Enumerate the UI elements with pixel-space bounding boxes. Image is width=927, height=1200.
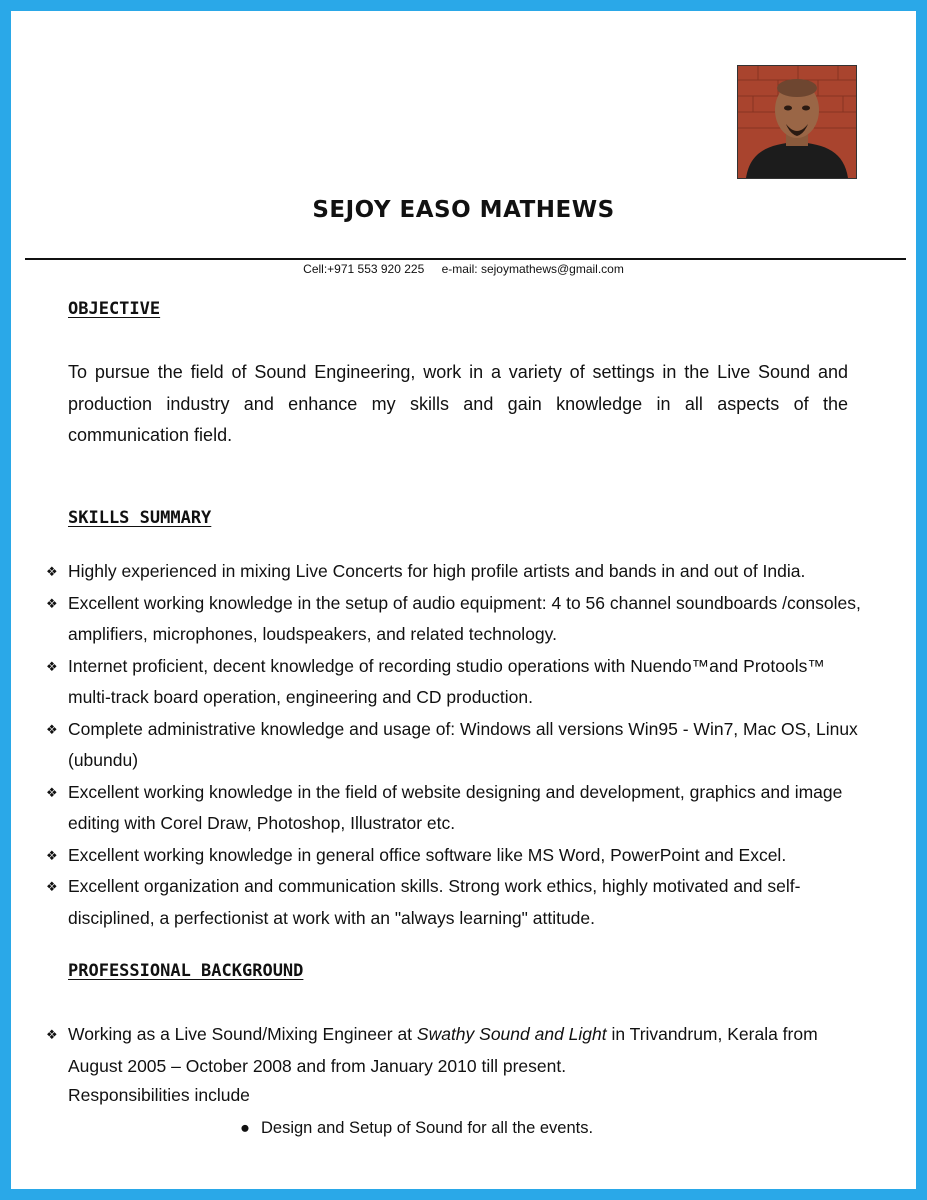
diamond-bullet-icon: ❖ <box>46 784 58 800</box>
professional-heading: PROFESSIONAL BACKGROUND <box>68 961 304 981</box>
diamond-bullet-icon: ❖ <box>46 847 58 863</box>
contact-info <box>0 262 927 276</box>
list-item: ❖ Internet proficient, decent knowledge of recording studio operations with Nuendo™and Protools™ multi-track board operation, engineering and CD production. <box>46 651 866 714</box>
company-name: Swathy Sound and Light <box>416 1024 607 1044</box>
diamond-bullet-icon: ❖ <box>46 879 58 894</box>
list-item: ❖ Complete administrative knowledge and usage of: Windows all versions Win95 - Win7, Mac OS, Linux (ubundu) <box>46 714 866 777</box>
skills-list <box>46 556 866 934</box>
header-divider <box>25 258 906 260</box>
objective-heading: OBJECTIVE <box>68 299 161 319</box>
phone-number: Cell:+971 553 920 225 <box>303 262 425 276</box>
list-item: ❖ Excellent working knowledge in the setup of audio equipment: 4 to 56 channel soundboards /consoles, amplifiers, microphones, loudspeakers, and related technology. <box>46 588 866 651</box>
list-item: ❖ Excellent organization and communication skills. Strong work ethics, highly motivated and self-disciplined, a perfectionist at work with an "always learning" attitude. <box>46 871 866 934</box>
job-entry <box>46 1019 868 1082</box>
diamond-bullet-icon: ❖ <box>46 721 58 737</box>
profile-photo <box>737 65 857 179</box>
list-item: ❖ Highly experienced in mixing Live Concerts for high profile artists and bands in and out of India. <box>46 556 866 588</box>
job-text: Working as a Live Sound/Mixing Engineer at <box>68 1024 417 1044</box>
list-item: ❖ Excellent working knowledge in the field of website designing and development, graphics and image editing with Corel Draw, Photoshop, Illustrator etc. <box>46 777 866 840</box>
objective-text: To pursue the field of Sound Engineering, work in a variety of settings in the Live Sound and production industry and enhance my skills and gain knowledge in all aspects of the communication field. <box>68 362 848 445</box>
job-text-tail: in Trivandrum, Kerala from August 2005 – October 2008 and from January 2010 till present. <box>68 1024 818 1076</box>
responsibility-item: ● Design and Setup of Sound for all the events. <box>240 1119 594 1137</box>
list-item: ❖ Excellent working knowledge in general office software like MS Word, PowerPoint and Excel. <box>46 840 866 872</box>
bullet-dot-icon: ● <box>240 1119 250 1137</box>
skills-heading: SKILLS SUMMARY <box>68 508 212 528</box>
diamond-bullet-icon: ❖ <box>46 658 58 674</box>
diamond-bullet-icon: ❖ <box>46 595 58 611</box>
candidate-name: SEJOY EASO MATHEWS <box>312 197 615 223</box>
responsibilities-label: Responsibilities include <box>68 1085 250 1105</box>
email-address: e-mail: sejoymathews@gmail.com <box>441 262 624 276</box>
diamond-bullet-icon: ❖ <box>46 564 58 579</box>
diamond-bullet-icon: ❖ <box>46 1027 58 1042</box>
